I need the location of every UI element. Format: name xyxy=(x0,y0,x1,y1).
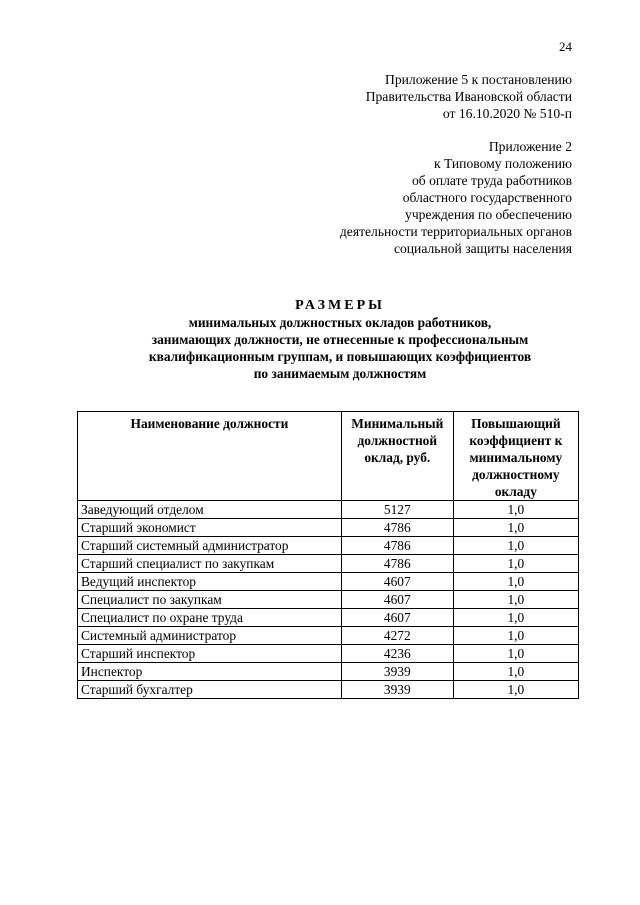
salary-cell: 4786 xyxy=(341,519,453,537)
table-row xyxy=(78,645,579,663)
salary-cell: 4786 xyxy=(341,537,453,555)
header-coefficient: Повышающий коэффициент к минимальному должностному окладу xyxy=(453,412,578,501)
table-row xyxy=(78,627,579,645)
appendix-5-header xyxy=(242,71,572,122)
appendix-2-line: областного государственного xyxy=(402,190,572,205)
appendix-2-line: Приложение 2 xyxy=(488,139,572,154)
document-title xyxy=(60,297,620,382)
appendix-2-line: учреждения по обеспечению xyxy=(405,207,572,222)
appendix-2-line: об оплате труда работников xyxy=(411,173,572,188)
coefficient-cell: 1,0 xyxy=(453,663,578,681)
appendix-2-header xyxy=(242,138,572,257)
coefficient-cell: 1,0 xyxy=(453,609,578,627)
coefficient-cell: 1,0 xyxy=(453,591,578,609)
salary-cell: 3939 xyxy=(341,681,453,699)
table-row xyxy=(78,501,579,519)
table-row xyxy=(78,681,579,699)
position-name-cell: Инспектор xyxy=(78,663,342,681)
title-line: минимальных должностных окладов работников, xyxy=(188,315,492,330)
position-name-cell: Заведующий отделом xyxy=(78,501,342,519)
salary-table xyxy=(77,411,579,699)
position-name-cell: Специалист по охране труда xyxy=(78,609,342,627)
table-row xyxy=(78,555,579,573)
salary-cell: 5127 xyxy=(341,501,453,519)
salary-cell: 4236 xyxy=(341,645,453,663)
salary-cell: 4607 xyxy=(341,573,453,591)
salary-cell: 4786 xyxy=(341,555,453,573)
table-row xyxy=(78,609,579,627)
header-min-salary: Минимальный должностной оклад, руб. xyxy=(341,412,453,501)
coefficient-cell: 1,0 xyxy=(453,573,578,591)
salary-cell: 4272 xyxy=(341,627,453,645)
coefficient-cell: 1,0 xyxy=(453,501,578,519)
salary-cell: 4607 xyxy=(341,609,453,627)
position-name-cell: Ведущий инспектор xyxy=(78,573,342,591)
coefficient-cell: 1,0 xyxy=(453,627,578,645)
position-name-cell: Старший бухгалтер xyxy=(78,681,342,699)
appendix-2-line: социальной защиты населения xyxy=(393,241,572,256)
position-name-cell: Системный администратор xyxy=(78,627,342,645)
table-row xyxy=(78,573,579,591)
appendix-5-line: Приложение 5 к постановлению xyxy=(385,72,572,87)
salary-cell: 4607 xyxy=(341,591,453,609)
appendix-2-line: деятельности территориальных органов xyxy=(339,224,572,239)
title-main: РАЗМЕРЫ xyxy=(295,298,385,313)
position-name-cell: Старший инспектор xyxy=(78,645,342,663)
coefficient-cell: 1,0 xyxy=(453,555,578,573)
table-row xyxy=(78,663,579,681)
coefficient-cell: 1,0 xyxy=(453,681,578,699)
appendix-5-line: от 16.10.2020 № 510-п xyxy=(442,106,572,121)
coefficient-cell: 1,0 xyxy=(453,645,578,663)
table-header-row xyxy=(78,412,579,501)
position-name-cell: Старший специалист по закупкам xyxy=(78,555,342,573)
title-line: квалификационным группам, и повышающих коэффициентов xyxy=(148,349,532,364)
title-line: по занимаемым должностям xyxy=(253,366,427,381)
table-row xyxy=(78,519,579,537)
title-line: занимающих должности, не отнесенные к профессиональным xyxy=(151,332,529,347)
position-name-cell: Старший экономист xyxy=(78,519,342,537)
appendix-2-line: к Типовому положению xyxy=(433,156,572,171)
position-name-cell: Специалист по закупкам xyxy=(78,591,342,609)
position-name-cell: Старший системный администратор xyxy=(78,537,342,555)
appendix-5-line: Правительства Ивановской области xyxy=(365,89,572,104)
table-row xyxy=(78,591,579,609)
page-number: 24 xyxy=(559,39,572,54)
table-row xyxy=(78,537,579,555)
coefficient-cell: 1,0 xyxy=(453,519,578,537)
header-position-name: Наименование должности xyxy=(78,412,342,501)
salary-cell: 3939 xyxy=(341,663,453,681)
coefficient-cell: 1,0 xyxy=(453,537,578,555)
